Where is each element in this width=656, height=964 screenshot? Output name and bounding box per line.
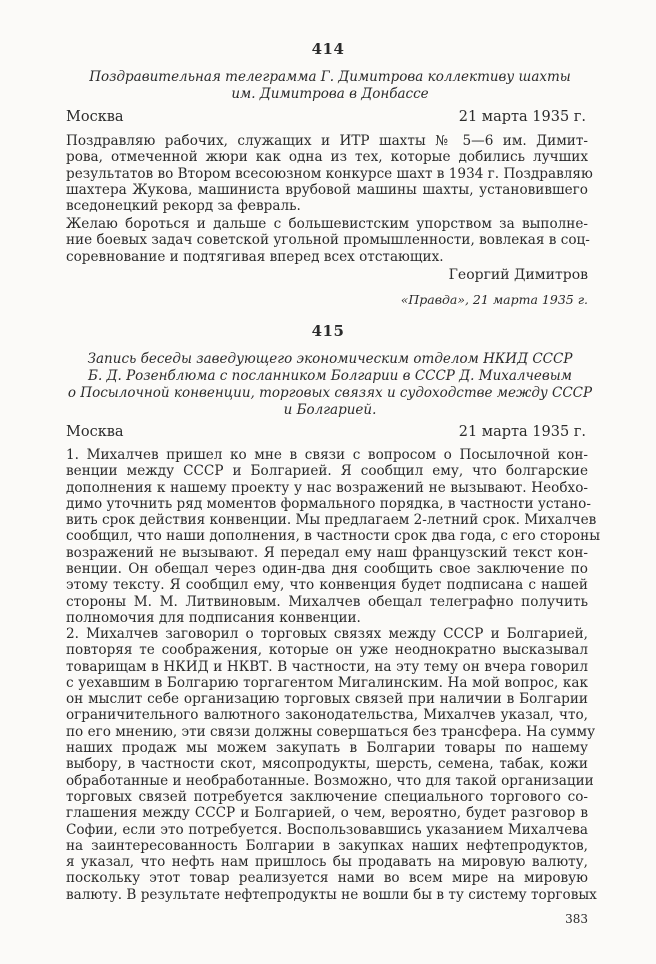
source-citation: «Правда», 21 марта 1935 г.	[400, 292, 588, 307]
date: 21 марта 1935 г.	[458, 424, 586, 440]
place: Москва	[66, 424, 124, 440]
text-line: 1. Михалчев пришел ко мне в связи с вопросом о Посылочной кон-	[66, 447, 588, 463]
date: 21 марта 1935 г.	[458, 109, 586, 125]
page-number: 383	[565, 912, 588, 926]
text-line: вседонецкий рекорд за февраль.	[66, 198, 301, 215]
title-line: и Болгарией.	[283, 402, 377, 418]
text-line: с уехавшим в Болгарию торгагентом Мигалинским. На мой вопрос, как	[66, 674, 588, 691]
text-line: 2. Михалчев заговорил о торговых связях между СССР и Болгарией,	[66, 626, 588, 642]
title-line: Запись беседы заведующего экономическим отделом НКИД СССР	[87, 351, 573, 367]
text-line: соревнование и подтягивая вперед всех отстающих.	[66, 248, 444, 265]
text-line: рова, отмеченной жюри как одна из тех, которые добились лучших	[66, 149, 588, 166]
text-line: торговых связей потребуется заключение специального торгового со-	[66, 788, 588, 805]
text-line: Софии, если это потребуется. Воспользовавшись указанием Михалчева	[66, 821, 588, 838]
text-line: стороны М. М. Литвиновым. Михалчев обещал телеграфно получить	[66, 593, 588, 610]
title-line: Б. Д. Розенблюма с посланником Болгарии в СССР Д. Михалчевым	[88, 368, 572, 384]
text-line: полномочия для подписания конвенции.	[66, 609, 361, 626]
text-line: на заинтересованность Болгарии в закупках наших нефтепродуктов,	[66, 837, 588, 854]
text-line: этому тексту. Я сообщил ему, что конвенция будет подписана с нашей	[66, 577, 588, 594]
text-line: я указал, что нефть нам пришлось бы продавать на мировую валюту,	[66, 854, 588, 871]
document-415-paragraph-1	[66, 447, 601, 626]
document-414-number: 414	[311, 40, 345, 58]
document-414-paragraph-2	[66, 216, 588, 265]
text-line: поскольку этот товар реализуется нами во всем мире на мировую	[66, 870, 588, 887]
text-line: ние боевых задач советской угольной промышленности, вовлекая в соц-	[66, 232, 590, 249]
document-414-title	[60, 69, 600, 103]
document-415-title	[60, 351, 600, 419]
text-line: обработанные и необработанные. Возможно, что для такой организации	[66, 772, 594, 789]
text-line: результатов во Втором всесоюзном конкурсе шахт в 1934 г. Поздравляю	[66, 165, 593, 182]
text-line: Поздравляю рабочих, служащих и ИТР шахты № 5—6 им. Димит-	[66, 133, 588, 149]
text-line: возражений не вызывают. Я передал ему наш французский текст кон-	[66, 544, 588, 561]
document-415-number: 415	[311, 322, 345, 340]
document-415-paragraph-2	[66, 626, 597, 903]
text-line: Желаю бороться и дальше с большевистским упорством за выполне-	[66, 216, 588, 232]
place: Москва	[66, 109, 124, 125]
text-line: димо уточнить ряд моментов формального порядка, в частности устано-	[66, 495, 591, 512]
text-line: повторяя те соображения, которые он уже неоднократно высказывал	[66, 642, 588, 659]
title-line: Поздравительная телеграмма Г. Димитрова коллективу шахты	[89, 69, 571, 85]
text-line: товарищам в НКИД и НКВТ. В частности, на эту тему он вчера говорил	[66, 658, 588, 675]
text-line: выбору, в частности скот, мясопродукты, шерсть, семена, табак, кожи	[66, 756, 588, 773]
text-line: валюту. В результате нефтепродукты не вошли бы в ту систему торговых	[66, 886, 597, 903]
signature: Георгий Димитров	[448, 267, 588, 283]
text-line: глашения между СССР и Болгарией, о чем, вероятно, будет разговор в	[66, 805, 588, 822]
text-line: венции между СССР и Болгарией. Я сообщил ему, что болгарские	[66, 463, 588, 480]
text-line: по его мнению, эти связи должны совершаться без трансфера. На сумму	[66, 723, 596, 740]
text-line: ограничительного валютного законодательства, Михалчев указал, что,	[66, 707, 588, 724]
text-line: наших продаж мы можем закупать в Болгарии товары по нашему	[66, 740, 588, 757]
text-line: шахтера Жукова, машиниста врубовой машины шахты, установившего	[66, 181, 588, 198]
text-line: вить срок действия конвенции. Мы предлагаем 2-летний срок. Михалчев	[66, 512, 597, 529]
text-line: дополнения к нашему проекту у нас возражений не вызывают. Необхо-	[66, 479, 588, 496]
text-line: сообщил, что наши дополнения, в частности срок два года, с его стороны	[66, 528, 601, 545]
text-line: венции. Он обещал через один-два дня сообщить свое заключение по	[66, 561, 588, 578]
text-line: он мыслит себе организацию торговых связей при наличии в Болгарии	[66, 691, 588, 708]
title-line: о Посылочной конвенции, торговых связях и судоходстве между СССР	[67, 385, 593, 401]
title-line: им. Димитрова в Донбассе	[231, 86, 429, 102]
document-414-paragraph-1	[66, 133, 593, 215]
